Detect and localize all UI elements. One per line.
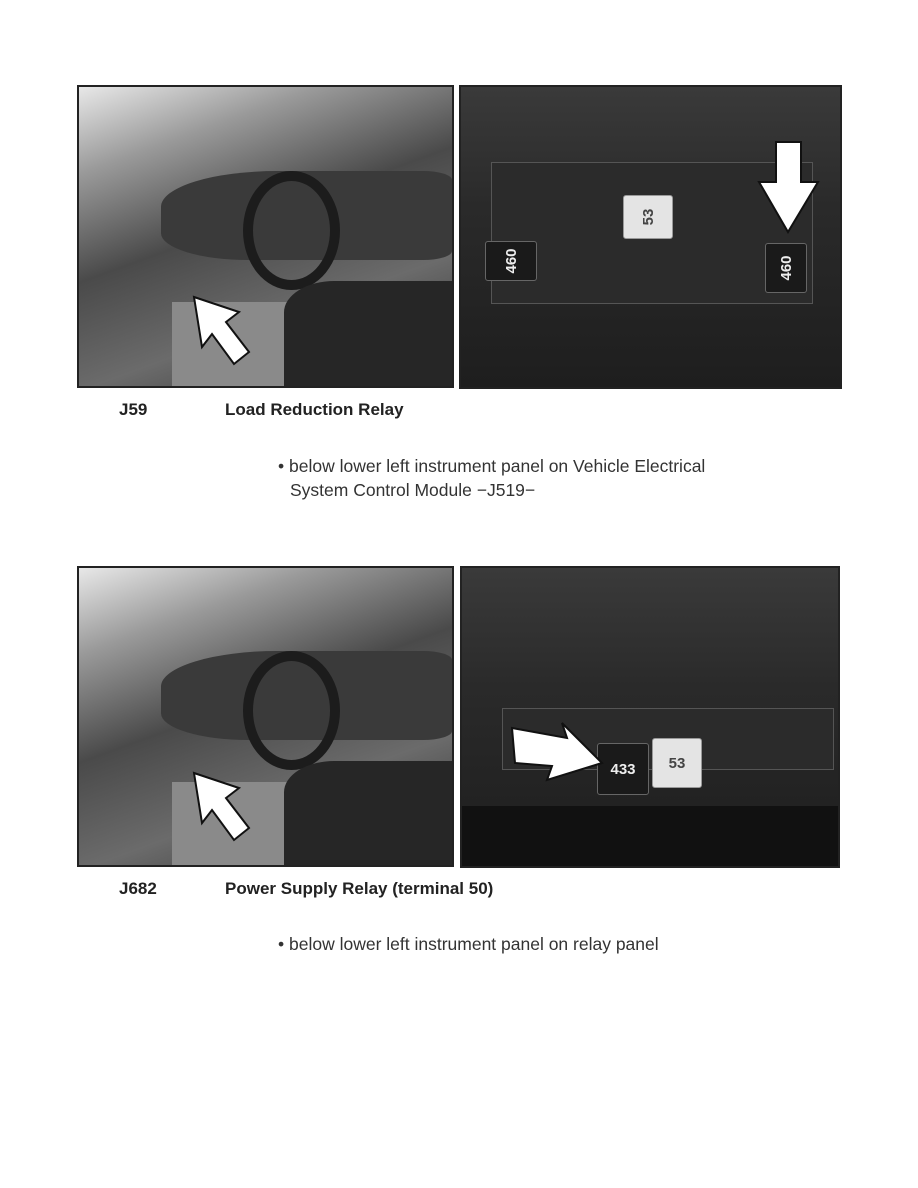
relay-433: 433	[597, 743, 649, 795]
arrow-icon	[184, 768, 254, 848]
relay-53: 53	[652, 738, 702, 788]
vehicle-interior-photo	[77, 85, 454, 388]
vehicle-interior-photo	[77, 566, 454, 867]
component-title: Power Supply Relay (terminal 50)	[225, 879, 494, 898]
arrow-icon	[184, 292, 254, 372]
component-code: J682	[119, 879, 157, 898]
component-code: J59	[119, 400, 148, 419]
relay-460-right: 460	[765, 243, 807, 293]
location-line: System Control Module −J519−	[290, 480, 536, 500]
component-title: Load Reduction Relay	[225, 400, 404, 419]
location-line: • below lower left instrument panel on Vehicle Electrical	[278, 456, 706, 476]
relay-location-photo	[459, 85, 842, 389]
arrow-icon	[756, 137, 826, 237]
arrow-icon	[507, 718, 607, 788]
location-line: • below lower left instrument panel on relay panel	[278, 934, 659, 954]
relay-location-photo	[460, 566, 840, 868]
relay-53: 53	[623, 195, 673, 239]
relay-460-left: 460	[485, 241, 537, 281]
